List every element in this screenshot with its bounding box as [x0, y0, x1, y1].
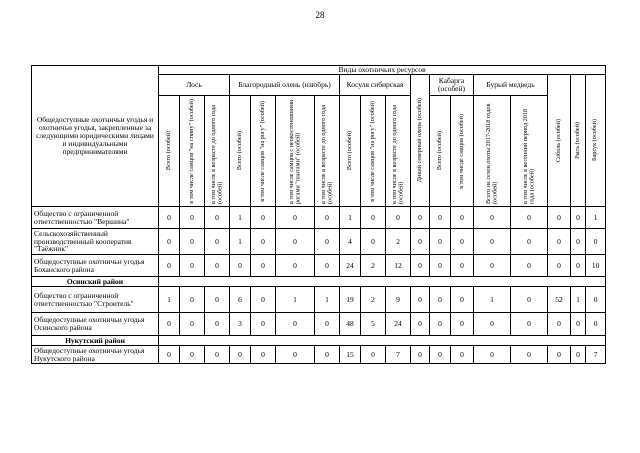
table-cell: 0	[430, 346, 451, 364]
table-cell: 24	[386, 313, 411, 336]
table-cell: 0	[411, 255, 430, 277]
table-cell: 0	[511, 255, 548, 277]
column-header: в том числе в возрасте до одного года (особей)	[205, 96, 230, 207]
table-cell: 0	[548, 229, 571, 255]
section-label: Осинский район	[32, 277, 159, 287]
table-cell: 19	[340, 287, 361, 313]
section-spacer	[159, 277, 606, 287]
section-spacer	[159, 336, 606, 346]
table-cell: 24	[340, 255, 361, 277]
table-cell: 1	[315, 287, 340, 313]
table-cell: 0	[411, 346, 430, 364]
table-cell: 0	[511, 229, 548, 255]
table-cell: 12	[386, 255, 411, 277]
column-header: в том числе в весенний период 2018 года (особей)	[511, 96, 548, 207]
table-cell: 0	[451, 255, 474, 277]
table-cell: 0	[430, 255, 451, 277]
table-cell: 0	[511, 207, 548, 229]
column-header: в том числе самцов "на спину" (особей)	[180, 96, 205, 207]
table-cell: 15	[340, 346, 361, 364]
table-cell: 1	[571, 287, 586, 313]
table-cell: 2	[386, 229, 411, 255]
table-cell: 0	[276, 255, 315, 277]
table-cell: 0	[451, 229, 474, 255]
table-cell: 0	[315, 313, 340, 336]
table-cell: 0	[180, 229, 205, 255]
table-cell: 0	[251, 313, 276, 336]
page-number: 28	[315, 10, 325, 20]
table-cell: 9	[386, 287, 411, 313]
table-row	[32, 255, 606, 277]
column-header: Всего (особей)	[159, 96, 180, 207]
row-label: Общество с ограниченной ответственностью "Вершина"	[32, 207, 159, 229]
table-cell: 7	[586, 346, 606, 364]
table-cell: 1	[474, 287, 511, 313]
table-cell: 6	[230, 287, 251, 313]
section-row	[32, 336, 606, 346]
group-header-musk-deer: Кабарга (особей)	[430, 75, 474, 96]
table-cell: 10	[586, 255, 606, 277]
table-cell: 0	[511, 313, 548, 336]
table-cell: 0	[251, 346, 276, 364]
group-header-roe-deer: Косуля сибирская	[340, 75, 411, 96]
table-row	[32, 229, 606, 255]
table-cell: 0	[159, 346, 180, 364]
table-cell: 5	[361, 313, 386, 336]
table-cell: 0	[451, 207, 474, 229]
table-cell: 0	[571, 255, 586, 277]
table-cell: 0	[361, 207, 386, 229]
column-header: Барсук (особей)	[586, 75, 606, 207]
table-cell: 0	[586, 287, 606, 313]
table-cell: 0	[315, 207, 340, 229]
table-cell: 0	[180, 287, 205, 313]
table-cell: 0	[571, 313, 586, 336]
table-cell: 0	[159, 313, 180, 336]
table-cell: 0	[411, 287, 430, 313]
table-cell: 0	[451, 287, 474, 313]
column-header: в том числе самцов "на рогу" (особей)	[251, 96, 276, 207]
table-cell: 0	[159, 229, 180, 255]
table-cell: 2	[361, 255, 386, 277]
table-cell: 52	[548, 287, 571, 313]
table-cell: 0	[251, 255, 276, 277]
group-header-brown-bear: Бурый медведь	[474, 75, 548, 96]
table-cell: 4	[340, 229, 361, 255]
section-label: Нукутский район	[32, 336, 159, 346]
table-cell: 0	[411, 207, 430, 229]
table-cell: 0	[411, 313, 430, 336]
table-cell: 0	[251, 207, 276, 229]
table-cell: 0	[205, 255, 230, 277]
table-cell: 0	[251, 229, 276, 255]
table-cell: 0	[571, 207, 586, 229]
column-header: Соболь (особей)	[548, 75, 571, 207]
table-cell: 0	[180, 346, 205, 364]
table-cell: 0	[205, 287, 230, 313]
table-cell: 0	[361, 346, 386, 364]
column-header: Всего (особей)	[340, 96, 361, 207]
table-cell: 0	[548, 207, 571, 229]
table-row	[32, 207, 606, 229]
table-cell: 0	[474, 346, 511, 364]
column-header: Всего (особей)	[430, 96, 451, 207]
table-cell: 0	[474, 229, 511, 255]
table-cell: 0	[180, 255, 205, 277]
table-cell: 0	[276, 346, 315, 364]
table-cell: 0	[205, 207, 230, 229]
table-cell: 0	[511, 287, 548, 313]
table-cell: 0	[474, 313, 511, 336]
section-row	[32, 277, 606, 287]
table-cell: 0	[361, 229, 386, 255]
table-cell: 0	[180, 207, 205, 229]
table-cell: 0	[315, 346, 340, 364]
table-cell: 0	[276, 313, 315, 336]
table-cell: 1	[276, 287, 315, 313]
table-cell: 0	[159, 207, 180, 229]
table-cell: 1	[230, 207, 251, 229]
row-label: Сельскохозяйственный производственный кооператив "Таёжник"	[32, 229, 159, 255]
table-row	[32, 346, 606, 364]
column-header: в том числе в возрасте до одного года (особей)	[386, 96, 411, 207]
table-cell: 0	[159, 255, 180, 277]
table-cell: 0	[411, 229, 430, 255]
table-cell: 0	[315, 255, 340, 277]
table-cell: 0	[276, 229, 315, 255]
table-cell: 0	[205, 229, 230, 255]
table-cell: 0	[548, 313, 571, 336]
main-header: Виды охотничьих ресурсов	[159, 66, 606, 75]
table-cell: 0	[430, 229, 451, 255]
table-cell: 0	[474, 207, 511, 229]
table-cell: 0	[451, 346, 474, 364]
table-cell: 0	[586, 229, 606, 255]
table-cell: 0	[276, 207, 315, 229]
table-cell: 1	[340, 207, 361, 229]
table-cell: 0	[315, 229, 340, 255]
row-label: Общедоступные охотничьи угодья Нукутского района	[32, 346, 159, 364]
hunting-resources-table	[31, 65, 606, 364]
table-row	[32, 287, 606, 313]
group-header-moose: Лось	[159, 75, 230, 96]
column-header: в том числе самцов с неокостеневшими рогами "пантами" (особей)	[276, 96, 315, 207]
row-label: Общедоступные охотничьи угодья Осинского района	[32, 313, 159, 336]
table-cell: 0	[548, 346, 571, 364]
table-cell: 0	[511, 346, 548, 364]
table-cell: 0	[571, 229, 586, 255]
table-cell: 0	[586, 313, 606, 336]
table-cell: 0	[386, 207, 411, 229]
column-header: Всего (особей)	[230, 96, 251, 207]
row-label: Общество с ограниченной ответственностью "Строитель"	[32, 287, 159, 313]
table-cell: 0	[251, 287, 276, 313]
table-cell: 7	[386, 346, 411, 364]
column-header: в том числе в возрасте до одного года (особей)	[315, 96, 340, 207]
row-label: Общедоступные охотничьи угодья Боханского района	[32, 255, 159, 277]
table-corner-label: Общедоступные охотничьи угодья и охотничьи угодья, закрепленные за следующими юридическими лицами и индивидуальными предпринимателями	[32, 66, 159, 207]
group-header-red-deer: Благородный олень (изюбрь)	[230, 75, 340, 96]
column-header: в том числе самцов (особей)	[451, 96, 474, 207]
table-cell: 0	[205, 313, 230, 336]
column-header: в том числе самцов "на рогу" (особей)	[361, 96, 386, 207]
table-cell: 1	[159, 287, 180, 313]
table-cell: 0	[451, 313, 474, 336]
table-cell: 0	[548, 255, 571, 277]
table-cell: 0	[430, 207, 451, 229]
table-cell: 1	[586, 207, 606, 229]
table-cell: 3	[230, 313, 251, 336]
table-cell: 0	[230, 346, 251, 364]
table-row	[32, 313, 606, 336]
table-cell: 0	[230, 255, 251, 277]
table-cell: 0	[205, 346, 230, 364]
table-cell: 0	[430, 313, 451, 336]
column-header: Всего на сезон охоты 2017-2018 годов (особей)	[474, 96, 511, 207]
table-cell: 0	[474, 255, 511, 277]
column-header: Дикий северный олень (особей)	[411, 75, 430, 207]
table-cell: 2	[361, 287, 386, 313]
table-cell: 48	[340, 313, 361, 336]
table-cell: 1	[230, 229, 251, 255]
table-cell: 0	[430, 287, 451, 313]
table-cell: 0	[571, 346, 586, 364]
table-cell: 0	[180, 313, 205, 336]
column-header: Рысь (особей)	[571, 75, 586, 207]
